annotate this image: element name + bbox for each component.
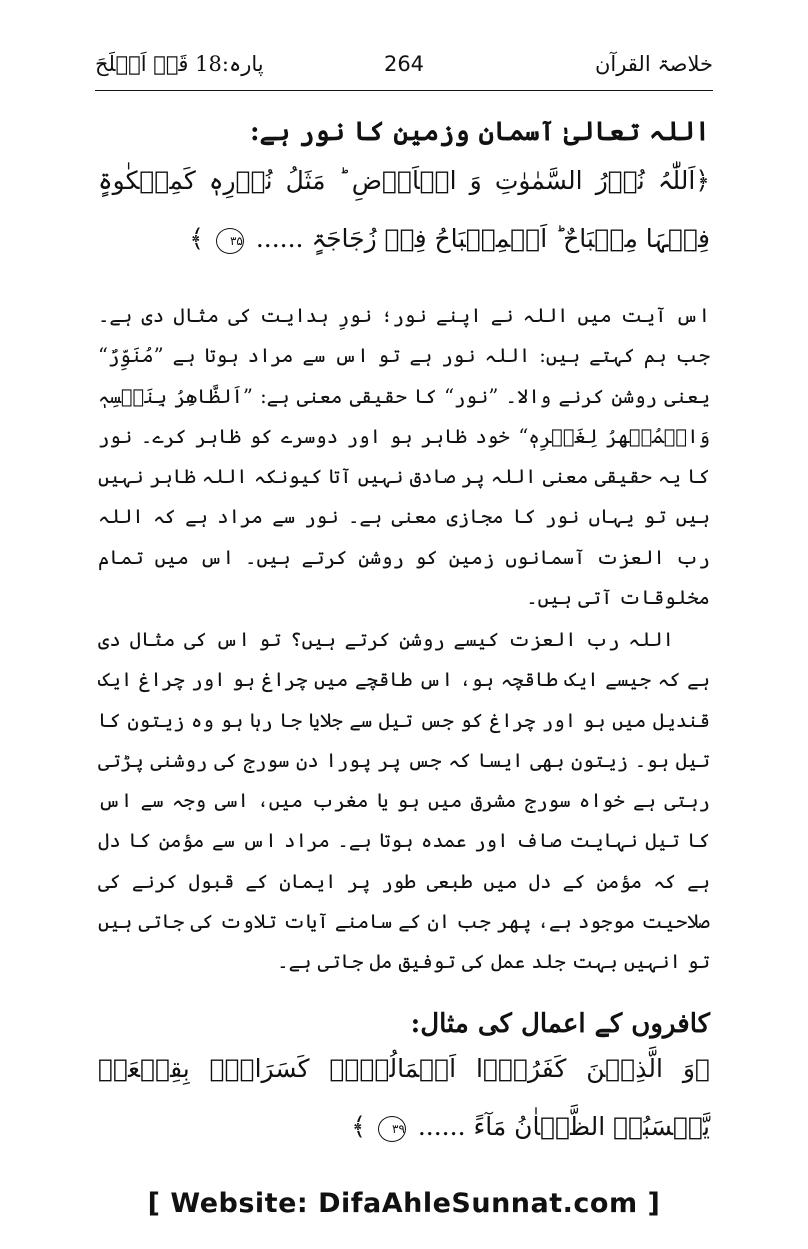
page-header [95, 48, 713, 88]
ayah-text: ﴿اَللّٰہُ نُوۡرُ السَّمٰوٰتِ وَ الۡاَرۡضِ ؕ مَثَلُ نُوۡرِہٖ کَمِشۡکٰوۃٍ فِیۡہَا مِصۡبَاحٌ ؕ اَلۡمِصۡبَاحُ فِیۡ زُجَاجَۃٍ ...... [98, 166, 710, 253]
ayah-text: ﴿وَ الَّذِیۡنَ کَفَرُوۡۤا اَعۡمَالُہُمۡ کَسَرَابٍۭ بِقِیۡعَۃٍ یَّحۡسَبُہُ الظَّمۡاٰنُ مَآءً ...... [98, 1054, 710, 1141]
ayah-number-badge: ۳۵ [216, 228, 244, 254]
quran-ayah-noor [98, 152, 710, 268]
page-number: 264 [383, 52, 425, 76]
section-heading-kuffar: کافروں کے اعمال کی مثال: [410, 1009, 710, 1039]
section-heading-noor: اللہ تعالیٰ آسمان وزمین کا نور ہے: [249, 117, 710, 147]
ayah-number-badge: ۳۹ [378, 1116, 406, 1142]
ayah-close-bracket: ﴾ [189, 224, 204, 253]
header-divider [95, 90, 713, 91]
ayah-close-bracket: ﴾ [351, 1112, 366, 1141]
para-label: پارہ:18 قَدۡ اَفۡلَحَ [95, 52, 264, 76]
paragraph-explanation-1: اس آیت میں اللہ نے اپنے نور؛ نورِ ہدایت کی مثال دی ہے۔ جب ہم کہتے ہیں: اللہ نور ہے تو اس سے مراد ہوتا ہے ”مُنَوِّرٌ“ یعنی روشن کرنے والا۔ ”نور“ کا حقیقی معنی ہے: ”اَلظَّاھِرُ بِنَفۡسِہٖ وَالۡمُظۡھِرُ لِغَیۡرِہٖ“ خود ظاہر ہو اور دوسرے کو ظاہر کرے۔ نور کا یہ حقیقی معنی اللہ پر صادق نہیں آتا کیونکہ اللہ ظاہر نہیں ہیں تو یہاں نور کا مجازی معنی ہے۔ نور سے مراد ہے کہ اللہ رب العزت آسمانوں زمین کو روشن کرتے ہیں۔ اس میں تمام مخلوقات آتی ہیں۔ [98, 304, 710, 610]
website-footer: [ Website: DifaAhleSunnat.com ] [147, 1188, 661, 1219]
paragraph-explanation-2: اللہ رب العزت کیسے روشن کرتے ہیں؟ تو اس کی مثال دی ہے کہ جیسے ایک طاقچہ ہو، اس طاقچے میں چراغ ہو اور چراغ ایک قندیل میں ہو اور چراغ کو جس تیل سے جلایا جا رہا ہو وہ زیتون کا تیل ہو۔ زیتون بھی ایسا کہ جس پر پورا دن سورج کی روشنی پڑتی رہتی ہے خواہ سورج مشرق میں ہو یا مغرب میں، اسی وجہ سے اس کا تیل نہایت صاف اور عمدہ ہوتا ہے۔ مراد اس سے مؤمن کا دل ہے کہ مؤمن کے دل میں طبعی طور پر ایمان کے قبول کرنے کی صلاحیت موجود ہے، پھر جب ان کے سامنے آیات تلاوت کی جاتی ہیں تو انہیں بہت جلد عمل کی توفیق مل جاتی ہے۔ [98, 628, 710, 974]
quran-ayah-kuffar [98, 1040, 710, 1156]
book-title: خلاصۃ القرآن [594, 52, 713, 76]
